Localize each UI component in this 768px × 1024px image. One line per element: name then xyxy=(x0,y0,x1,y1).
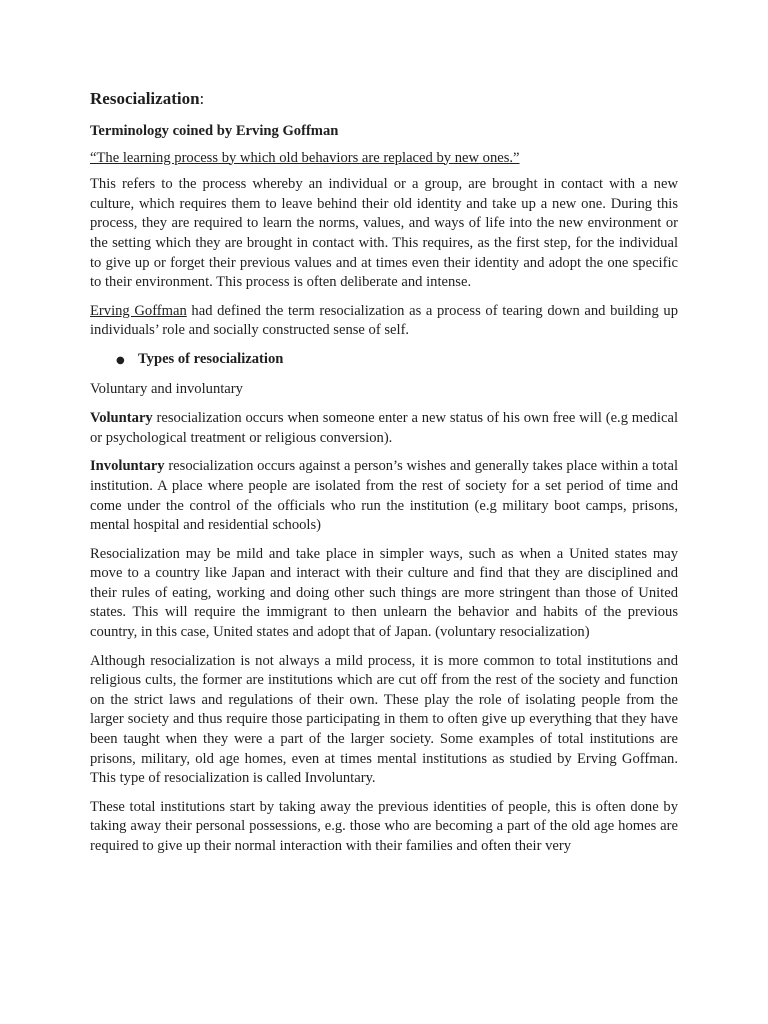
title-colon: : xyxy=(199,89,205,108)
document-title xyxy=(90,88,678,110)
paragraph-voluntary xyxy=(90,409,678,448)
title-text: Resocialization xyxy=(90,89,200,108)
document-subtitle: Terminology coined by Erving Goffman xyxy=(90,123,339,139)
goffman-link[interactable]: Erving Goffman xyxy=(90,302,187,319)
definition-quote: “The learning process by which old behaviors are replaced by new ones.” xyxy=(90,149,520,166)
involuntary-text: resocialization occurs against a person’s wishes and generally takes place within a total institution. A place where people are isolated from the rest of society for a set period of time and come under the control of the officials who run the institution (e.g military boot camps, prisons, mental hospital and residential schools) xyxy=(90,458,678,534)
paragraph-definition: This refers to the process whereby an individual or a group, are brought in contact with a new culture, which requires them to leave behind their old identity and take up a new one. During this process, they are required to learn the norms, values, and ways of life into the new environment or the setting which they are brought in contact with. This requires, as the first step, for the individual to give up or forget their previous values and at times even their identity and adopt the one specific to their environment. This process is often deliberate and intense. xyxy=(90,176,678,291)
types-heading: Types of resocialization xyxy=(138,350,284,367)
paragraph-goffman xyxy=(90,302,678,341)
bullet-types-heading xyxy=(90,350,678,371)
paragraph-involuntary xyxy=(90,457,678,535)
document-body xyxy=(90,88,678,866)
bullet-dot-icon: ● xyxy=(116,354,125,366)
paragraph-although: Although resocialization is not always a mild process, it is more common to total institutions and religious cults, the former are institutions which are cut off from the rest of the society and function on the strict laws and regulations of their own. These play the role of isolating people from the larger society and thus require those participating in them to often give up everything that they have been taught when they were a part of the larger society. Some examples of total institutions are prisons, military, old age homes, even at times mental institutions as studied by Erving Goffman. This type of resocialization is called Involuntary. xyxy=(90,652,678,787)
goffman-text: had defined the term resocialization as a process of tearing down and building up individuals’ role and socially constructed sense of self. xyxy=(90,302,678,339)
paragraph-total-institutions: These total institutions start by taking away the previous identities of people, this is often done by taking away their personal possessions, e.g. those who are becoming a part of the old age homes are required to give up their normal interaction with their families and often their very xyxy=(90,798,678,854)
types-line: Voluntary and involuntary xyxy=(90,380,243,397)
voluntary-term: Voluntary xyxy=(90,410,153,427)
paragraph-mild: Resocialization may be mild and take place in simpler ways, such as when a United states may move to a country like Japan and interact with their culture and find that they are disciplined and their rules of eating, working and doing other such things are more stringent than those of United states. This will require the immigrant to then unlearn the behavior and habits of the previous country, in this case, United states and adopt that of Japan. (voluntary resocialization) xyxy=(90,545,678,641)
voluntary-text: resocialization occurs when someone enter a new status of his own free will (e.g medical or psychological treatment or religious conversion). xyxy=(90,410,678,446)
involuntary-term: Involuntary xyxy=(90,458,165,475)
